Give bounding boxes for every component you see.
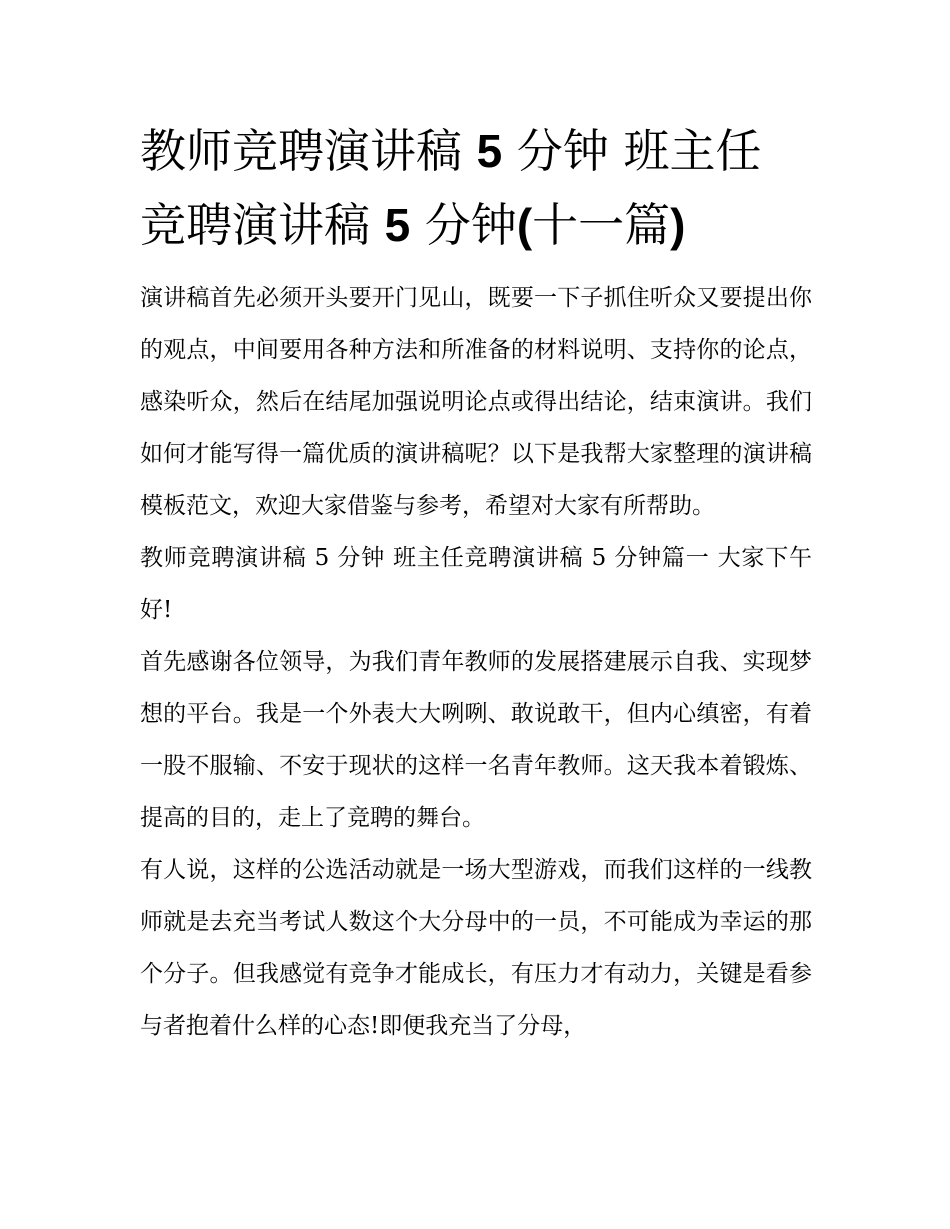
document-title xyxy=(140,114,812,262)
title-line-2: 竞聘演讲稿 5 分钟(十一篇) xyxy=(140,198,686,252)
body-paragraph-2: 有人说，这样的公选活动就是一场大型游戏，而我们这样的一线教师就是去充当考试人数这个大分母中的一员，不可能成为幸运的那个分子。但我感觉有竞争才能成长，有压力才有动力，关键是看参与者抱着什么样的心态!即便我充当了分母， xyxy=(140,857,812,1039)
body-paragraph-1: 首先感谢各位领导，为我们青年教师的发展搭建展示自我、实现梦想的平台。我是一个外表大大咧咧、敢说敢干，但内心缜密，有着一股不服输、不安于现状的这样一名青年教师。这天我本着锻炼、提高的目的，走上了竞聘的舞台。 xyxy=(140,649,812,831)
document-body xyxy=(140,114,812,1052)
section-heading-paragraph: 教师竞聘演讲稿 5 分钟 班主任竞聘演讲稿 5 分钟篇一 大家下午好! xyxy=(140,545,812,623)
title-line-1: 教师竞聘演讲稿 5 分钟 班主任 xyxy=(140,124,762,178)
intro-paragraph: 演讲稿首先必须开头要开门见山，既要一下子抓住听众又要提出你的观点，中间要用各种方法和所准备的材料说明、支持你的论点，感染听众，然后在结尾加强说明论点或得出结论，结束演讲。我们如何才能写得一篇优质的演讲稿呢？以下是我帮大家整理的演讲稿模板范文，欢迎大家借鉴与参考，希望对大家有所帮助。 xyxy=(140,285,812,519)
